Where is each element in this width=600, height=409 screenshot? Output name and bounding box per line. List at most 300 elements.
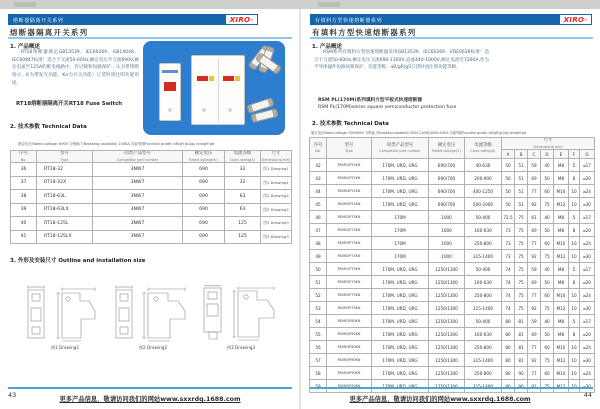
table-cell: 170M, URD, URG: [372, 341, 429, 354]
left-section-title: 熔断器隔离开关系列: [10, 27, 89, 37]
left-page: [0, 9, 299, 409]
footer: [8, 394, 292, 403]
table-cell: 75: [515, 224, 528, 237]
table-cell: 690: [183, 163, 225, 177]
outline-drawing: [24, 285, 106, 343]
table-cell: 51: [515, 185, 528, 198]
table-cell: 92: [528, 302, 541, 315]
website-link[interactable]: 更多产品信息，敬请访问我们的网站www.sxxrdq.1688.com: [59, 396, 241, 403]
table-cell: 690/700: [429, 159, 465, 172]
outline-heading: 3. 外形及安装尺寸 Outline and installation size: [10, 258, 146, 264]
right-page: [301, 9, 600, 409]
table-cell: 75: [541, 354, 554, 367]
table-row: [310, 315, 595, 328]
table-row: [11, 176, 292, 190]
table-cell: 38: [11, 190, 37, 204]
dim-col-b: B: [515, 150, 528, 159]
table-cell: 图2 Drawing2: [261, 190, 292, 204]
table-cell: 81: [515, 354, 528, 367]
table-cell: 50-400: [465, 315, 502, 328]
table-row: [310, 172, 595, 185]
table-cell: 170M, URD, URG: [372, 289, 429, 302]
table-cell: 5: [569, 315, 580, 328]
table-cell: M8: [554, 276, 569, 289]
rt18-spec-table: [10, 150, 292, 244]
table-cell: 60: [541, 237, 554, 250]
table-row: [310, 250, 595, 263]
table-cell: 8: [569, 276, 580, 289]
table-cell: 54: [310, 315, 327, 328]
xiro-logo: XIRO ®: [559, 14, 592, 25]
dim-col-d: D: [541, 150, 554, 159]
indicator-window: [164, 82, 176, 91]
table-cell: RSM02P80KN: [327, 328, 372, 341]
table-cell: ⌀20: [580, 276, 595, 289]
table-cell: RSM03P80KN: [327, 341, 372, 354]
table-row: [11, 217, 292, 231]
dim-col-g: G: [580, 150, 595, 159]
table-cell: 10: [569, 367, 580, 380]
table-cell: 315-1400: [465, 354, 502, 367]
dim-col-f: F: [569, 150, 580, 159]
right-header-bar-title: 有填料方型快速熔断器系列: [315, 18, 383, 24]
table-cell: 63: [225, 190, 261, 204]
scan-edge-strip: [0, 0, 600, 9]
table-cell: 1000: [429, 250, 465, 263]
table-cell: 75: [515, 211, 528, 224]
table-cell: 5: [569, 263, 580, 276]
table-row: [310, 224, 595, 237]
table-cell: 92: [528, 354, 541, 367]
table-row: [310, 185, 595, 198]
table-cell: 5: [569, 211, 580, 224]
table-cell: 48: [310, 237, 327, 250]
table-cell: 170M, URD, URG: [372, 185, 429, 198]
table-cell: M10: [554, 237, 569, 250]
table-cell: 50: [502, 172, 515, 185]
table-cell: ⌀30: [580, 250, 595, 263]
table-cell: M12: [554, 302, 569, 315]
table-cell: M10: [554, 367, 569, 380]
indicator-window: [197, 76, 208, 81]
table-cell: 170M, URD, URG: [372, 328, 429, 341]
table-cell: 3NW7: [93, 230, 183, 244]
table-cell: 1000: [429, 224, 465, 237]
table-row: [310, 328, 595, 341]
holder-label: [162, 70, 178, 73]
table-cell: 315-1400: [465, 302, 502, 315]
table-row: [310, 198, 595, 211]
table-note: 额定电压Rated voltage: 500/690V 分断能力Breaking capability 500V-120KA,690V-50KA 功能等级Function grade: aR/gR·gG/gL·am/gM·gtr: [311, 131, 527, 135]
table-cell: 10: [569, 341, 580, 354]
table-cell: RSM05P75KN: [327, 302, 372, 315]
table-cell: 75: [541, 302, 554, 315]
terminal-screw: [202, 108, 206, 112]
table-cell: 74: [502, 263, 515, 276]
table-cell: 1250/1300: [429, 315, 465, 328]
table-cell: 81: [515, 341, 528, 354]
table-cell: M8: [554, 172, 569, 185]
table-cell: 42: [310, 159, 327, 172]
section-underline: [310, 37, 593, 39]
table-cell: 75: [515, 263, 528, 276]
table-cell: ⌀17: [580, 159, 595, 172]
table-cell: 51: [515, 172, 528, 185]
table-cell: 51: [310, 276, 327, 289]
column-header-dimensions: 尺寸 Dimensions(mm): [502, 138, 595, 150]
dim-col-c: C: [528, 150, 541, 159]
table-cell: 1250/1300: [429, 367, 465, 380]
table-cell: RT18-32: [37, 163, 93, 177]
section-underline: [8, 37, 292, 39]
table-row: [310, 211, 595, 224]
table-cell: 77: [528, 289, 541, 302]
table-cell: 92: [528, 250, 541, 263]
table-cell: 170M, URD, URG: [372, 276, 429, 289]
column-header-no: 序号 No.: [310, 138, 327, 159]
table-cell: 39: [11, 203, 37, 217]
footer-line: [8, 387, 292, 389]
outline-drawing: [112, 285, 194, 343]
table-row: [310, 354, 595, 367]
table-cell: 58: [310, 367, 327, 380]
website-link[interactable]: 更多产品信息，敬请访问我们的网站www.sxxrdq.1688.com: [349, 396, 531, 403]
outline-drawing-group-1: [24, 285, 106, 351]
table-cell: 81: [515, 328, 528, 341]
table-cell: 170M, URD, URG: [372, 198, 429, 211]
table-cell: 51: [515, 159, 528, 172]
table-cell: 250-800: [465, 367, 502, 380]
table-header-row: [310, 138, 595, 150]
fuse-holder-double: [191, 55, 245, 125]
table-row: [310, 289, 595, 302]
table-cell: 160-630: [465, 276, 502, 289]
table-cell: 1250/1300: [429, 354, 465, 367]
table-cell: 59: [528, 315, 541, 328]
table-cell: M10: [554, 289, 569, 302]
product-line-zh: RSM PL(170M)系列填料方型平板式快速熔断器: [318, 98, 423, 103]
table-cell: RSM01P51KN: [327, 159, 372, 172]
table-cell: 160-630: [465, 328, 502, 341]
fuse-holder-single: [159, 63, 181, 121]
table-cell: 5: [569, 159, 580, 172]
table-cell: RSM03P75KN: [327, 289, 372, 302]
table-cell: 57: [310, 354, 327, 367]
table-cell: 690: [183, 190, 225, 204]
table-cell: 1250/1300: [429, 289, 465, 302]
table-cell: 8: [569, 224, 580, 237]
column-header-class: 电流等级 Class rating(A): [225, 151, 261, 163]
table-cell: 80: [502, 328, 515, 341]
table-row: [310, 237, 595, 250]
left-header-bar-title: 熔断器隔离开关系列: [13, 18, 64, 24]
table-cell: 75: [515, 250, 528, 263]
table-cell: 图2 Drawing2: [261, 203, 292, 217]
table-cell: 690/700: [429, 185, 465, 198]
table-cell: 40: [541, 315, 554, 328]
table-cell: 81: [515, 315, 528, 328]
table-cell: 43: [310, 172, 327, 185]
table-cell: RSM01P75KN: [327, 211, 372, 224]
table-cell: 170M: [372, 224, 429, 237]
page-number: 44: [583, 391, 592, 399]
table-row: [11, 163, 292, 177]
table-cell: 10: [569, 237, 580, 250]
table-cell: 250-800: [465, 237, 502, 250]
table-cell: 73: [502, 237, 515, 250]
table-cell: 10: [569, 354, 580, 367]
right-section-title: 有填料方型快速熔断器系列: [312, 27, 417, 37]
table-cell: RSM02P75KN: [327, 276, 372, 289]
table-cell: 170M, URD, URG: [372, 263, 429, 276]
table-cell: M10: [554, 341, 569, 354]
table-cell: 40-630: [465, 159, 502, 172]
overview-heading: 1. 产品概述: [312, 44, 342, 50]
column-header-type: 型号 Type: [37, 151, 93, 163]
table-cell: 92: [528, 198, 541, 211]
column-header-no: 序号 No.: [11, 151, 37, 163]
table-cell: ⌀24: [580, 185, 595, 198]
table-cell: 40: [541, 263, 554, 276]
table-cell: ⌀24: [580, 289, 595, 302]
table-cell: ⌀24: [580, 341, 595, 354]
table-cell: 60: [541, 367, 554, 380]
table-cell: 74: [502, 276, 515, 289]
column-header-class: 电流等级 Class rating(A): [465, 138, 502, 159]
table-cell: 32: [225, 163, 261, 177]
table-cell: 1250/1300: [429, 328, 465, 341]
table-cell: 53: [310, 302, 327, 315]
column-header-voltage: 额定电压 Rated voltage(V): [429, 138, 465, 159]
table-cell: 69: [528, 328, 541, 341]
table-cell: 45: [310, 198, 327, 211]
table-cell: 3NW7: [93, 176, 183, 190]
right-header-bar: [310, 14, 592, 25]
table-cell: M8: [554, 211, 569, 224]
table-cell: 52: [310, 289, 327, 302]
table-cell: 1250/1300: [429, 341, 465, 354]
overview-paragraph: RT18熔断器满足GB13539、IEC60269、GB14048、IEC60947标准！适合于交流50-60Hz,额定电压至交流690V,额定电流至125A的配电线路中，作过载和短路保护。（L为带熔断指示，K为带发光功能，Kn为开关功能）订货时请注明功能用途。: [12, 50, 139, 86]
table-row: [310, 341, 595, 354]
table-cell: 61: [528, 211, 541, 224]
table-cell: 73: [502, 250, 515, 263]
table-cell: 59: [528, 159, 541, 172]
table-cell: 10: [569, 302, 580, 315]
table-cell: 170M, URD, URG: [372, 367, 429, 380]
table-cell: 50: [502, 185, 515, 198]
table-cell: 44: [310, 185, 327, 198]
table-cell: ⌀20: [580, 224, 595, 237]
table-cell: RT18-125L: [37, 217, 93, 231]
table-cell: 40: [11, 217, 37, 231]
table-cell: M8: [554, 224, 569, 237]
table-cell: 90: [515, 367, 528, 380]
table-cell: 77: [528, 341, 541, 354]
scan-mark: [318, 2, 340, 7]
xiro-logo: XIRO ®: [225, 14, 258, 25]
table-cell: ⌀17: [580, 211, 595, 224]
table-cell: 60: [541, 341, 554, 354]
column-header-type: 型号 Type: [327, 138, 372, 159]
product-line-en: RSM PL(170M)series square semiconductor protection fuse: [318, 105, 457, 110]
table-cell: RSM02P75KN: [327, 224, 372, 237]
table-cell: 250-800: [465, 289, 502, 302]
table-cell: 74: [502, 302, 515, 315]
scan-mark: [14, 2, 36, 7]
table-cell: 41: [11, 230, 37, 244]
table-cell: 50-400: [465, 263, 502, 276]
table-cell: 72.5: [502, 211, 515, 224]
table-cell: 75: [515, 302, 528, 315]
table-cell: 50: [541, 328, 554, 341]
table-cell: 3NW7: [93, 163, 183, 177]
table-cell: 170M: [372, 250, 429, 263]
table-cell: 80: [502, 354, 515, 367]
table-cell: 69: [528, 224, 541, 237]
table-row: [310, 276, 595, 289]
table-cell: 1250/1300: [429, 276, 465, 289]
table-cell: 32: [225, 176, 261, 190]
table-cell: 3NW7: [93, 190, 183, 204]
table-cell: 69: [528, 172, 541, 185]
table-cell: 170M, URD, URG: [372, 302, 429, 315]
column-header-competitor: 同类产品型号 Competitor part number: [372, 138, 429, 159]
table-cell: RSM01P80KN: [327, 315, 372, 328]
outline-drawing-group-2: [112, 285, 194, 351]
table-cell: 10: [569, 198, 580, 211]
table-row: [11, 190, 292, 204]
table-cell: 图1 Drawing1: [261, 176, 292, 190]
table-cell: 170M: [372, 237, 429, 250]
table-cell: 40: [541, 159, 554, 172]
table-cell: 200-900: [465, 172, 502, 185]
table-row: [11, 203, 292, 217]
outline-drawing-group-3: [200, 285, 282, 351]
table-cell: 75: [541, 198, 554, 211]
pole-divider: [218, 58, 219, 122]
table-cell: 77: [528, 237, 541, 250]
table-cell: RSM03P75KN: [327, 237, 372, 250]
table-cell: 47: [310, 224, 327, 237]
table-cell: 55: [310, 328, 327, 341]
table-cell: 10: [569, 250, 580, 263]
table-cell: 400-1250: [465, 185, 502, 198]
table-cell: RT18-63LX: [37, 203, 93, 217]
table-cell: 80: [502, 367, 515, 380]
overview-heading: 1. 产品概述: [10, 44, 40, 50]
table-row: [310, 302, 595, 315]
table-cell: 40: [541, 211, 554, 224]
table-cell: ⌀17: [580, 315, 595, 328]
table-cell: 500-2000: [465, 198, 502, 211]
table-cell: RT18-125LX: [37, 230, 93, 244]
table-note: 额定电压Rated voltage: 690V 分断能力Breaking capability 100KA 功能等级Function grade: aR/gR·gG/gL·am/gM·gtr: [18, 142, 215, 146]
table-cell: 46: [310, 211, 327, 224]
dim-col-e: E: [554, 150, 569, 159]
table-cell: 80: [502, 315, 515, 328]
outline-drawing: [200, 285, 282, 343]
table-cell: RSM05P80KN: [327, 354, 372, 367]
table-cell: 690: [183, 230, 225, 244]
table-cell: ⌀24: [580, 367, 595, 380]
indicator-window: [235, 76, 240, 81]
table-cell: 60: [541, 289, 554, 302]
table-cell: ⌀17: [580, 263, 595, 276]
table-cell: 49: [310, 250, 327, 263]
table-cell: 1250/1300: [429, 263, 465, 276]
table-cell: 77: [528, 185, 541, 198]
table-header-row: [11, 151, 292, 163]
product-line: RT18熔断器隔离开关RT18 Fuse Switch: [16, 101, 123, 107]
table-row: [310, 367, 595, 380]
column-header-dimensions: 尺寸 Dimensions(mm): [261, 151, 291, 162]
table-cell: M10: [554, 185, 569, 198]
rsm-spec-table: [309, 137, 595, 393]
table-cell: 60: [541, 185, 554, 198]
table-cell: 690: [183, 203, 225, 217]
table-cell: 图3 Drawing3: [261, 217, 292, 231]
table-row: [310, 263, 595, 276]
tech-heading: 2. 技术参数 Technical Data: [312, 121, 389, 127]
table-cell: 51: [515, 198, 528, 211]
table-cell: 125: [225, 217, 261, 231]
table-cell: M12: [554, 198, 569, 211]
indicator-window: [209, 76, 214, 81]
table-cell: 690/700: [429, 172, 465, 185]
table-cell: M8: [554, 328, 569, 341]
table-cell: 50-400: [465, 211, 502, 224]
table-cell: ⌀30: [580, 302, 595, 315]
table-cell: 3NW7: [93, 217, 183, 231]
table-cell: RSM05P75KN: [327, 250, 372, 263]
drawing-label: 图3 Drawing3: [226, 345, 256, 350]
table-cell: 50: [310, 263, 327, 276]
table-cell: 56: [310, 341, 327, 354]
table-cell: RSM03P90KN: [327, 367, 372, 380]
table-cell: RSM03P51KN: [327, 185, 372, 198]
table-cell: 1000: [429, 211, 465, 224]
table-cell: 80: [502, 341, 515, 354]
table-cell: 690: [183, 176, 225, 190]
table-cell: 8: [569, 328, 580, 341]
table-cell: 75: [515, 276, 528, 289]
table-cell: 10: [569, 185, 580, 198]
table-row: [11, 230, 292, 244]
table-cell: 图3 Drawing3: [261, 230, 292, 244]
table-cell: M8: [554, 159, 569, 172]
table-cell: 8: [569, 172, 580, 185]
table-cell: RSM05P51KN: [327, 198, 372, 211]
table-cell: 75: [515, 237, 528, 250]
table-cell: 10: [569, 289, 580, 302]
table-cell: RSM02P51KN: [327, 172, 372, 185]
table-cell: 125: [225, 230, 261, 244]
table-cell: RT18-32X: [37, 176, 93, 190]
column-header-voltage: 额定电压 Rated voltage(V): [183, 151, 225, 163]
terminal-screw: [168, 108, 172, 112]
footer-line: [310, 387, 593, 389]
table-cell: 图1 Drawing1: [261, 163, 292, 177]
left-header-bar: [8, 14, 258, 25]
footer: [310, 394, 570, 403]
table-cell: 50: [541, 276, 554, 289]
table-cell: 50: [502, 159, 515, 172]
table-cell: 59: [528, 263, 541, 276]
indicator-window: [223, 76, 234, 81]
table-cell: 50: [541, 224, 554, 237]
table-row: [310, 159, 595, 172]
table-cell: M12: [554, 354, 569, 367]
